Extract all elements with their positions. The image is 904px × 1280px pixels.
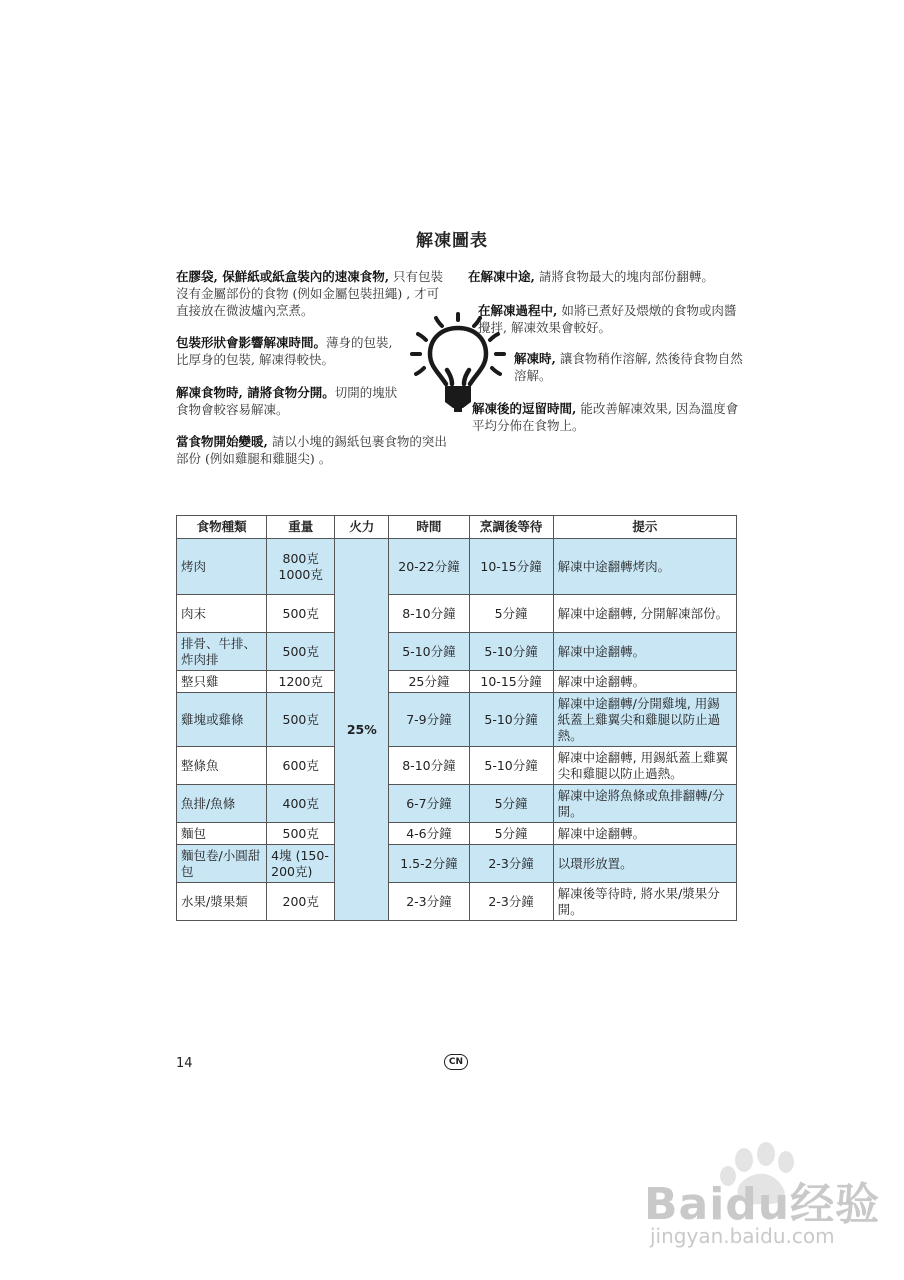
cell-time: 20-22分鐘 <box>389 539 469 595</box>
table-row <box>177 671 737 693</box>
cell-power: 25% <box>335 539 389 921</box>
page-number: 14 <box>176 1056 193 1071</box>
cell-wait: 5-10分鐘 <box>469 693 553 747</box>
cell-food: 烤肉 <box>177 539 267 595</box>
cell-food: 排骨、牛排、炸肉排 <box>177 633 267 671</box>
lightbulb-icon <box>408 310 508 418</box>
region-badge: CN <box>444 1054 468 1070</box>
watermark-brand: Baidu经验 <box>644 1179 881 1230</box>
cell-weight: 500克 <box>267 595 335 633</box>
cell-weight: 800克 1000克 <box>267 539 335 595</box>
cell-wait: 10-15分鐘 <box>469 671 553 693</box>
cell-wait: 10-15分鐘 <box>469 539 553 595</box>
tip-packaging: 在膠袋, 保鮮紙或紙盒裝內的速凍食物, 只有包裝沒有金屬部份的食物 (例如金屬包裝扭繩) , 才可直接放在微波爐內烹煮。 <box>176 269 444 318</box>
cell-time: 1.5-2分鐘 <box>389 845 469 883</box>
table-header-row <box>177 516 737 539</box>
tip-stir: 在解凍過程中, 如將已煮好及煨燉的食物或肉醬攪拌, 解凍效果會較好。 <box>478 303 737 335</box>
cell-time: 6-7分鐘 <box>389 785 469 823</box>
table-row <box>177 633 737 671</box>
table-row <box>177 539 737 595</box>
defrost-table <box>176 515 737 921</box>
cell-weight: 500克 <box>267 633 335 671</box>
cell-weight: 200克 <box>267 883 335 921</box>
table-row <box>177 785 737 823</box>
table-row <box>177 595 737 633</box>
cell-hint: 解凍中途將魚條或魚排翻轉/分開。 <box>553 785 736 823</box>
table-row <box>177 845 737 883</box>
cell-food: 雞塊或雞條 <box>177 693 267 747</box>
header-weight: 重量 <box>267 516 335 539</box>
cell-weight: 400克 <box>267 785 335 823</box>
cell-hint: 解凍後等待時, 將水果/漿果分開。 <box>553 883 736 921</box>
cell-hint: 解凍中途翻轉。 <box>553 823 736 845</box>
cell-hint: 解凍中途翻轉。 <box>553 633 736 671</box>
cell-wait: 2-3分鐘 <box>469 883 553 921</box>
cell-food: 麵包卷/小圓甜包 <box>177 845 267 883</box>
cell-wait: 5-10分鐘 <box>469 747 553 785</box>
tip-turn-halfway: 在解凍中途, 請將食物最大的塊肉部份翻轉。 <box>468 269 714 284</box>
cell-weight: 1200克 <box>267 671 335 693</box>
table-row <box>177 823 737 845</box>
header-power: 火力 <box>335 516 389 539</box>
cell-food: 麵包 <box>177 823 267 845</box>
cell-time: 4-6分鐘 <box>389 823 469 845</box>
cell-time: 5-10分鐘 <box>389 633 469 671</box>
cell-wait: 5分鐘 <box>469 785 553 823</box>
tip-package-shape: 包裝形狀會影響解凍時間。薄身的包裝, 比厚身的包裝, 解凍得較快。 <box>176 335 393 367</box>
cell-hint: 解凍中途翻轉烤肉。 <box>553 539 736 595</box>
cell-food: 魚排/魚條 <box>177 785 267 823</box>
tip-let-thaw: 解凍時, 讓食物稍作溶解, 然後待食物自然溶解。 <box>514 351 743 383</box>
table-row <box>177 693 737 747</box>
cell-wait: 5分鐘 <box>469 823 553 845</box>
cell-weight: 500克 <box>267 823 335 845</box>
tip-separate-food: 解凍食物時, 請將食物分開。切開的塊狀食物會較容易解凍。 <box>176 385 398 417</box>
table-row <box>177 747 737 785</box>
header-hint: 提示 <box>553 516 736 539</box>
cell-hint: 以環形放置。 <box>553 845 736 883</box>
cell-time: 8-10分鐘 <box>389 595 469 633</box>
header-standing: 烹調後等待 <box>469 516 553 539</box>
header-food: 食物種類 <box>177 516 267 539</box>
header-time: 時間 <box>389 516 469 539</box>
cell-food: 整只雞 <box>177 671 267 693</box>
cell-time: 7-9分鐘 <box>389 693 469 747</box>
cell-hint: 解凍中途翻轉, 用錫紙蓋上雞翼尖和雞腿以防止過熱。 <box>553 747 736 785</box>
cell-hint: 解凍中途翻轉/分開雞塊, 用錫紙蓋上雞翼尖和雞腿以防止過熱。 <box>553 693 736 747</box>
cell-wait: 5-10分鐘 <box>469 633 553 671</box>
cell-food: 水果/漿果類 <box>177 883 267 921</box>
cell-food: 整條魚 <box>177 747 267 785</box>
watermark-url: jingyan.baidu.com <box>650 1224 835 1248</box>
cell-time: 2-3分鐘 <box>389 883 469 921</box>
cell-weight: 4塊 (150-200克) <box>267 845 335 883</box>
cell-hint: 解凍中途翻轉。 <box>553 671 736 693</box>
cell-weight: 600克 <box>267 747 335 785</box>
cell-food: 肉末 <box>177 595 267 633</box>
cell-time: 8-10分鐘 <box>389 747 469 785</box>
cell-time: 25分鐘 <box>389 671 469 693</box>
cell-wait: 5分鐘 <box>469 595 553 633</box>
tip-foil-wrap: 當食物開始變暖, 請以小塊的錫紙包裹食物的突出部份 (例如雞腿和雞腿尖) 。 <box>176 434 447 466</box>
cell-wait: 2-3分鐘 <box>469 845 553 883</box>
page-title: 解凍圖表 <box>416 231 488 251</box>
tip-standing-time: 解凍後的逗留時間, 能改善解凍效果, 因為溫度會平均分佈在食物上。 <box>472 401 739 433</box>
table-row <box>177 883 737 921</box>
cell-weight: 500克 <box>267 693 335 747</box>
cell-hint: 解凍中途翻轉, 分開解凍部份。 <box>553 595 736 633</box>
